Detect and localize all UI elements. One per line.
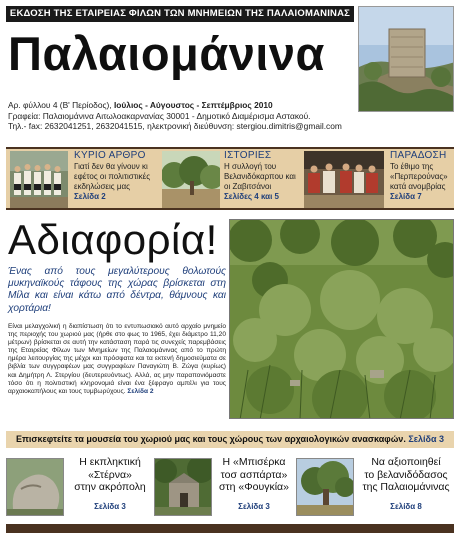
lead-subheading: Ένας από τους μεγαλύτερους θολωτούς μυκηναϊκούς τάφους της χώρας βρίσκεται στη Μίλα και είναι κάτω από δέντρα, θάμνους και χορτάρια! xyxy=(8,266,226,314)
issue-number: Αρ. φύλλου 4 (Β' Περίοδος), xyxy=(8,100,114,110)
lead-headline: Αδιαφορία! xyxy=(8,216,218,263)
lead-photo-overgrown-tomb xyxy=(229,219,454,419)
teaser-heading: ΙΣΤΟΡΙΕΣ xyxy=(224,150,272,161)
photo-cistern-rock xyxy=(6,458,64,516)
lead-body xyxy=(8,323,226,396)
teaser-text: Το έθιμο της «Περπερούνας» κατά ανομβρίας xyxy=(390,162,448,191)
teaser-photo-procession xyxy=(304,151,384,208)
teaser-text: Γιατί δεν θα γίνουν κι εφέτος οι πολιτιστικές εκδηλώσεις μας xyxy=(74,162,151,191)
bottom-item-line: Η εκπληκτική xyxy=(79,456,141,468)
teaser-stories[interactable] xyxy=(162,151,302,208)
teaser-text: Η συλλογή του Βελανιδόκαρπου και οι Ζαβιτσάνοι xyxy=(224,162,296,191)
bottom-item-cistern[interactable] xyxy=(6,456,152,520)
bottom-item-line: «Στέρνα» xyxy=(88,468,132,481)
teaser-heading: ΚΥΡΙΟ ΑΡΘΡΟ xyxy=(74,150,146,161)
footer-rule xyxy=(6,524,454,533)
bottom-item-line: Η «Μπισέρκα xyxy=(222,456,286,468)
teaser-page-ref[interactable]: Σελίδες 4 και 5 xyxy=(224,192,279,201)
teaser-photo-oak-forest xyxy=(162,151,220,208)
banner-page-ref[interactable]: Σελίδα 3 xyxy=(408,434,445,444)
bottom-item-line: στη «Φουγκία» xyxy=(219,481,289,494)
photo-church-ruins xyxy=(154,458,212,516)
bottom-item-oak-forest[interactable] xyxy=(296,456,454,520)
teaser-page-ref[interactable]: Σελίδα 7 xyxy=(390,192,422,201)
bottom-item-page-ref[interactable]: Σελίδα 3 xyxy=(94,501,126,511)
bottom-item-line: τοσ ασπάρτα» xyxy=(220,468,288,481)
teaser-tradition[interactable] xyxy=(304,151,450,208)
bottom-item-line: στην ακρόπολη xyxy=(74,481,146,494)
bottom-item-line: το βελανιδόδασος xyxy=(364,468,448,481)
teaser-photo-dancers xyxy=(10,151,68,208)
publisher-banner: ΕΚΔΟΣΗ ΤΗΣ ΕΤΑΙΡΕΙΑΣ ΦΙΛΩΝ ΤΩΝ ΜΝΗΜΕΙΩΝ ΤΗΣ ΠΑΛΑΙΟΜΑΝΙΝΑΣ xyxy=(6,6,354,22)
bottom-item-page-ref[interactable]: Σελίδα 3 xyxy=(238,501,270,511)
lead-body-text: Είναι μελαγχολική η διαπίστωση ότι το εντυπωσιακό αυτό αρχαίο μνημείο της περιοχής του χωριού μας (ήρθε στο φως το 1965, έχει διάμετρο 11,20 μέτρων) βρίσκεται σε αυτή την κατάσταση παρά τις συνεχείς παρεμβάσεις της Εταιρείας Φίλων των Μνημείων της Παλαιομάνινας από το πρώτη ημέρα λειτουργίας της μέχρι και πρόσφατα και τα εκτενή δημοσιεύματα σε βιβλία των συγγραφέων μας συγγραφέων Παναγιώτη Β. Ζώγα (κυρίως) και Δημήτρη Λ. Στεργίου (δευτερευόντως). Αλλά, ας μην παραπονιόμαστε τόσο ότι η πολιτιστική κληρονομιά είναι ένα ξέφραγο αμπέλι για τους αρχαιοκαπήλους και τους τυμβωρύχους. xyxy=(8,323,226,395)
bottom-item-line: Να αξιοποιηθεί xyxy=(371,456,441,468)
issue-info xyxy=(8,100,354,132)
bottom-item-church[interactable] xyxy=(154,456,292,520)
teaser-strip xyxy=(6,147,454,210)
teaser-heading: ΠΑΡΑΔΟΣΗ xyxy=(390,150,447,161)
banner-text: Επισκεφτείτε τα μουσεία του χωριού μας και τους χώρους των αρχαιολογικών ανασκαφών. xyxy=(15,434,406,444)
bottom-item-line: της Παλαιομάνινας xyxy=(362,481,450,494)
bottom-item-page-ref[interactable]: Σελίδα 8 xyxy=(390,501,422,511)
lead-page-ref[interactable]: Σελίδα 2 xyxy=(127,387,154,395)
header-photo-fortress xyxy=(358,6,454,112)
teaser-main-article[interactable] xyxy=(10,151,158,208)
museum-banner xyxy=(6,431,454,448)
issue-period: Ιούλιος - Αύγουστος - Σεπτέμβριος 2010 xyxy=(113,100,273,110)
newspaper-title: Παλαιομάνινα xyxy=(8,27,325,80)
contact-info: Τηλ.- fax: 2632041251, 2632041515, ηλεκτρονική διεύθυνση: stergiou.dimitris@gmail.com xyxy=(8,121,342,131)
photo-oak-tree xyxy=(296,458,354,516)
teaser-page-ref[interactable]: Σελίδα 2 xyxy=(74,192,106,201)
office-address: Γραφεία: Παλαιομάνινα Αιτωλοακαρνανίας 30001 - Δημοτικό Διαμέρισμα Αστακού. xyxy=(8,110,311,121)
